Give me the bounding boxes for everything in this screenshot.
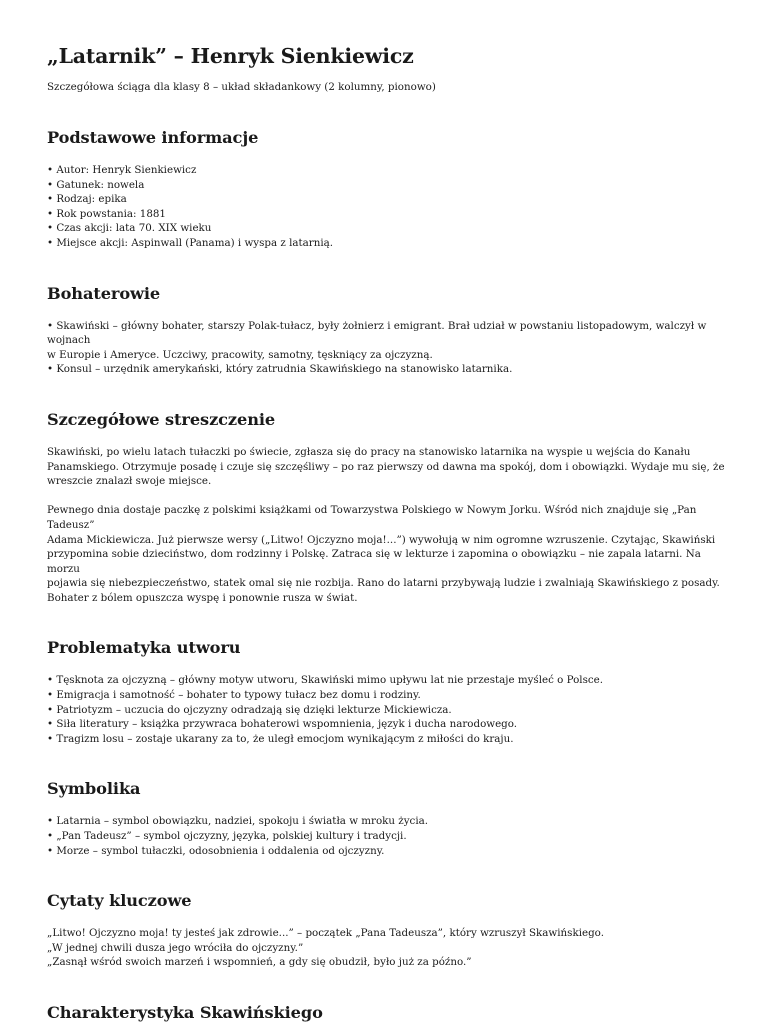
- section-heading: Podstawowe informacje: [47, 128, 259, 147]
- info-item: • Gatunek: nowela: [47, 178, 145, 191]
- quotes-list: [47, 926, 728, 970]
- symbol-item: • Morze – symbol tułaczki, odosobnienia i oddalenia od ojczyzny.: [47, 844, 385, 857]
- section-heading: Problematyka utworu: [47, 638, 241, 658]
- summary-line: Adama Mickiewicza. Już pierwsze wersy („Litwo! Ojczyzno moja!...”) wywołują w nim ogromne wzruszenie. Czytając, Skawiński: [47, 533, 716, 546]
- summary-line: Bohater z bólem opuszcza wyspę i ponownie rusza w świat.: [47, 591, 358, 604]
- document-subtitle: Szczegółowa ściąga dla klasy 8 – układ składankowy (2 kolumny, pionowo): [47, 81, 436, 93]
- section-themes: [47, 637, 728, 746]
- symbol-item: • „Pan Tadeusz” – symbol ojczyzny, języka, polskiej kultury i tradycji.: [47, 830, 407, 843]
- info-item: • Miejsce akcji: Aspinwall (Panama) i wyspa z latarnią.: [47, 236, 334, 249]
- theme-item: • Emigracja i samotność – bohater to typowy tułacz bez domu i rodziny.: [47, 689, 421, 702]
- summary-line: Panamskiego. Otrzymuje posadę i czuje się szczęśliwy – po raz pierwszy od dawna ma spokój, dom i obowiązki. Wydaje mu się, że: [47, 460, 725, 473]
- quote-item: „W jednej chwili dusza jego wróciła do ojczyzny.”: [47, 941, 304, 954]
- section-quotes: [47, 890, 728, 970]
- section-heading: Szczegółowe streszczenie: [47, 409, 276, 429]
- symbolism-list: [47, 814, 728, 858]
- section-basic-info: [47, 127, 728, 251]
- quote-item: „Litwo! Ojczyzno moja! ty jesteś jak zdrowie...” – początek „Pana Tadeusza”, który wzruszył Skawińskiego.: [47, 927, 604, 940]
- symbol-item: • Latarnia – symbol obowiązku, nadziei, spokoju i światła w mroku życia.: [47, 815, 429, 828]
- info-list: [47, 163, 728, 251]
- section-heading: Charakterystyka Skawińskiego: [47, 1003, 323, 1022]
- themes-list: [47, 673, 728, 746]
- section-characterization: [47, 1002, 728, 1024]
- characters-list: [47, 319, 728, 377]
- quote-item: „Zasnął wśród swoich marzeń i wspomnień, a gdy się obudził, było już za późno.”: [47, 956, 472, 969]
- section-heading: Cytaty kluczowe: [47, 891, 192, 911]
- summary-paragraph: [47, 445, 728, 489]
- theme-item: • Tęsknota za ojczyzną – główny motyw utworu, Skawiński mimo upływu lat nie przestaje myśleć o Polsce.: [47, 674, 604, 687]
- summary-line: Skawiński, po wielu latach tułaczki po świecie, zgłasza się do pracy na stanowisko latarnika na wyspie u wejścia do Kanału: [47, 445, 691, 458]
- summary-paragraph: [47, 503, 728, 605]
- section-symbolism: [47, 778, 728, 858]
- summary-line: pojawia się niebezpieczeństwo, statek omal się nie rozbija. Rano do latarni przybywają ludzie i zwalniają Skawińskiego z posady.: [47, 577, 720, 590]
- section-summary: [47, 409, 728, 606]
- character-line: w Europie i Ameryce. Uczciwy, pracowity, samotny, tęskniący za ojczyzną.: [47, 348, 433, 361]
- info-item: • Czas akcji: lata 70. XIX wieku: [47, 222, 212, 235]
- summary-line: wreszcie znalazł swoje miejsce.: [47, 475, 212, 488]
- theme-item: • Tragizm losu – zostaje ukarany za to, że uległ emocjom wynikającym z miłości do kraju.: [47, 732, 514, 745]
- info-item: • Rodzaj: epika: [47, 193, 127, 206]
- character-line: • Skawiński – główny bohater, starszy Polak-tułacz, były żołnierz i emigrant. Brał udział w powstaniu listopadowym, walczył w wojnach: [47, 319, 707, 347]
- theme-item: • Siła literatury – książka przywraca bohaterowi wspomnienia, język i ducha narodowego.: [47, 718, 518, 731]
- summary-line: przypomina sobie dzieciństwo, dom rodzinny i Polskę. Zatraca się w lekturze i zapomina o obowiązku – nie zapala latarni. Na morzu: [47, 548, 701, 575]
- document-title: „Latarnik” – Henryk Sienkiewicz: [47, 44, 414, 68]
- summary-line: Pewnego dnia dostaje paczkę z polskimi książkami od Towarzystwa Polskiego w Nowym Jorku. Wśród nich znajduje się „Pan Tadeusz”: [47, 504, 697, 531]
- info-item: • Rok powstania: 1881: [47, 207, 166, 220]
- section-heading: Symbolika: [47, 779, 141, 799]
- theme-item: • Patriotyzm – uczucia do ojczyzny odradzają się dzięki lekturze Mickiewicza.: [47, 703, 452, 716]
- character-line: • Konsul – urzędnik amerykański, który zatrudnia Skawińskiego na stanowisko latarnika.: [47, 363, 513, 376]
- section-heading: Bohaterowie: [47, 283, 161, 303]
- info-item: • Autor: Henryk Sienkiewicz: [47, 164, 197, 176]
- section-characters: [47, 283, 728, 377]
